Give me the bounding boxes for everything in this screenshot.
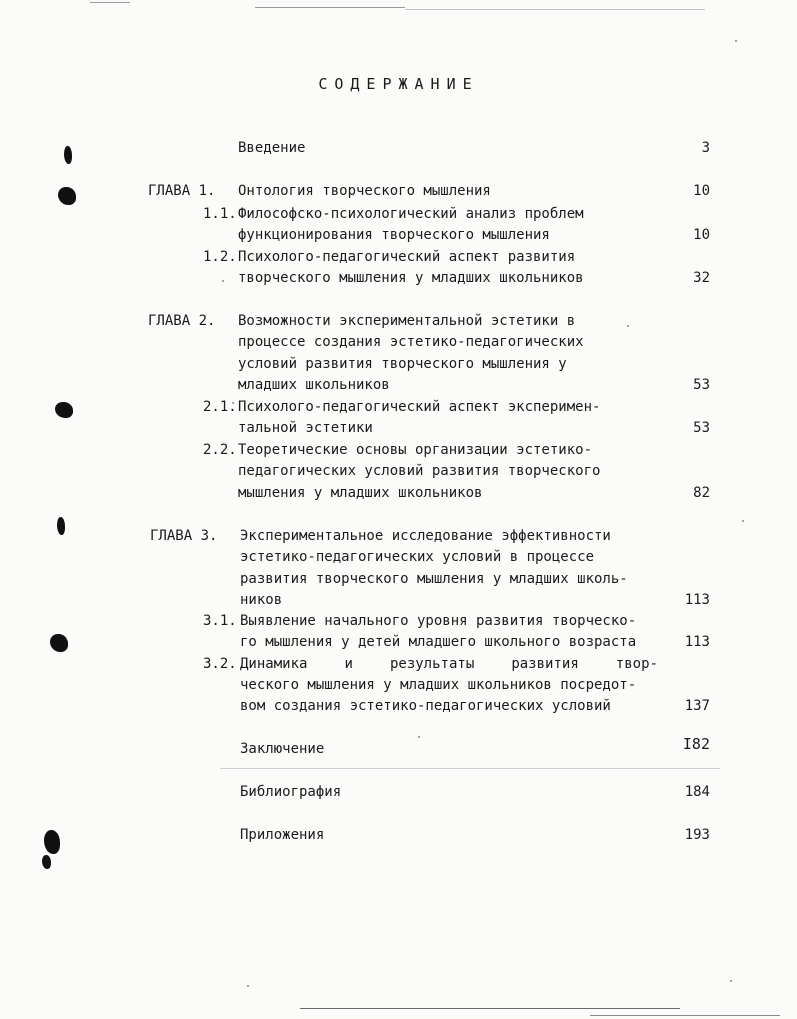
intro-label: Введение	[238, 140, 306, 156]
section-3-2-num: 3.2.	[203, 656, 237, 672]
appendix-page: 193	[684, 827, 710, 843]
chapter2-title-line1: Возможности экспериментальной эстетики в	[238, 313, 576, 329]
section-2-1-line2: тальной эстетики	[238, 420, 373, 436]
section-3-2-word: твор-	[615, 656, 658, 672]
punch-hole-mark	[44, 830, 60, 854]
section-1-1-line1: Философско-психологический анализ проблем	[238, 206, 584, 222]
punch-hole-mark	[64, 146, 72, 164]
scan-edge-line	[405, 9, 705, 10]
scan-speck	[742, 520, 744, 522]
section-2-2-line1: Теоретические основы организации эстетико-	[238, 442, 593, 458]
chapter3-title-line3: развития творческого мышления у младших школь-	[240, 571, 628, 587]
section-2-1-num: 2.1.	[203, 399, 237, 415]
section-1-2-page: 32	[693, 270, 710, 286]
punch-hole-mark	[50, 634, 68, 652]
section-3-2-line1	[240, 654, 658, 674]
section-2-1-page: 53	[693, 420, 710, 436]
section-3-2-page: 137	[684, 698, 710, 714]
chapter3-title-line1: Экспериментальное исследование эффективности	[240, 528, 611, 544]
section-3-1-page: 113	[684, 634, 710, 650]
scan-speck	[627, 325, 629, 327]
bibliography-page: 184	[684, 784, 710, 800]
punch-hole-mark	[55, 402, 73, 418]
conclusion-label: Заключение	[240, 741, 325, 757]
intro-page: 3	[701, 140, 710, 156]
chapter1-title: Онтология творческого мышления	[238, 183, 491, 199]
chapter3-page: 113	[684, 592, 710, 608]
scan-edge-line	[255, 7, 405, 8]
scan-speck	[418, 736, 420, 738]
punch-hole-mark	[57, 517, 65, 535]
chapter1-label: ГЛАВА 1.	[148, 183, 216, 199]
chapter2-title-line3: условий развития творческого мышления у	[238, 356, 567, 372]
section-3-1-num: 3.1.	[203, 613, 237, 629]
chapter3-title-line2: эстетико-педагогических условий в процессе	[240, 549, 595, 565]
section-3-2-word: и	[344, 656, 353, 672]
scan-speck	[222, 280, 224, 282]
section-2-2-num: 2.2.	[203, 442, 237, 458]
section-2-1-line1: Психолого-педагогический аспект эксперимен-	[238, 399, 601, 415]
section-3-2-word: развития	[511, 656, 579, 672]
section-1-2-line2: творческого мышления у младших школьников	[238, 270, 584, 286]
section-2-2-line2: педагогических условий развития творческого	[238, 463, 601, 479]
section-1-1-page: 10	[693, 227, 710, 243]
section-1-1-line2: функционирования творческого мышления	[238, 227, 550, 243]
bibliography-label: Библиография	[240, 784, 342, 800]
section-3-1-line1: Выявление начального уровня развития творческо-	[240, 613, 637, 629]
section-1-2-num: 1.2.	[203, 249, 237, 265]
section-3-2-line2: ческого мышления у младших школьников посредот-	[240, 677, 637, 693]
section-2-2-page: 82	[693, 485, 710, 501]
section-1-2-line1: Психолого-педагогический аспект развития	[238, 249, 576, 265]
scan-edge-line	[300, 1008, 680, 1009]
chapter2-title-line2: процессе создания эстетико-педагогических	[238, 334, 584, 350]
scan-edge-line	[90, 2, 130, 3]
chapter3-label: ГЛАВА 3.	[150, 528, 218, 544]
section-2-2-line3: мышления у младших школьников	[238, 485, 483, 501]
section-3-2-word: Динамика	[240, 656, 308, 672]
page-title: СОДЕРЖАНИЕ	[318, 75, 479, 93]
scan-speck	[735, 40, 737, 42]
scan-speck	[247, 985, 249, 987]
chapter2-page: 53	[693, 377, 710, 393]
appendix-label: Приложения	[240, 827, 325, 843]
chapter1-page: 10	[693, 183, 710, 199]
punch-hole-mark	[42, 855, 51, 869]
punch-hole-mark	[58, 187, 76, 205]
section-3-2-line3: вом создания эстетико-педагогических условий	[240, 698, 611, 714]
scan-dash-line	[220, 768, 720, 769]
chapter3-title-line4: ников	[240, 592, 283, 608]
section-1-1-num: 1.1.	[203, 206, 237, 222]
scan-edge-line	[590, 1015, 780, 1016]
chapter2-title-line4: младших школьников	[238, 377, 390, 393]
conclusion-page: I82	[682, 735, 710, 753]
chapter2-label: ГЛАВА 2.	[148, 313, 216, 329]
scan-speck	[730, 980, 732, 982]
section-3-1-line2: го мышления у детей младшего школьного возраста	[240, 634, 637, 650]
section-3-2-word: результаты	[389, 656, 475, 672]
